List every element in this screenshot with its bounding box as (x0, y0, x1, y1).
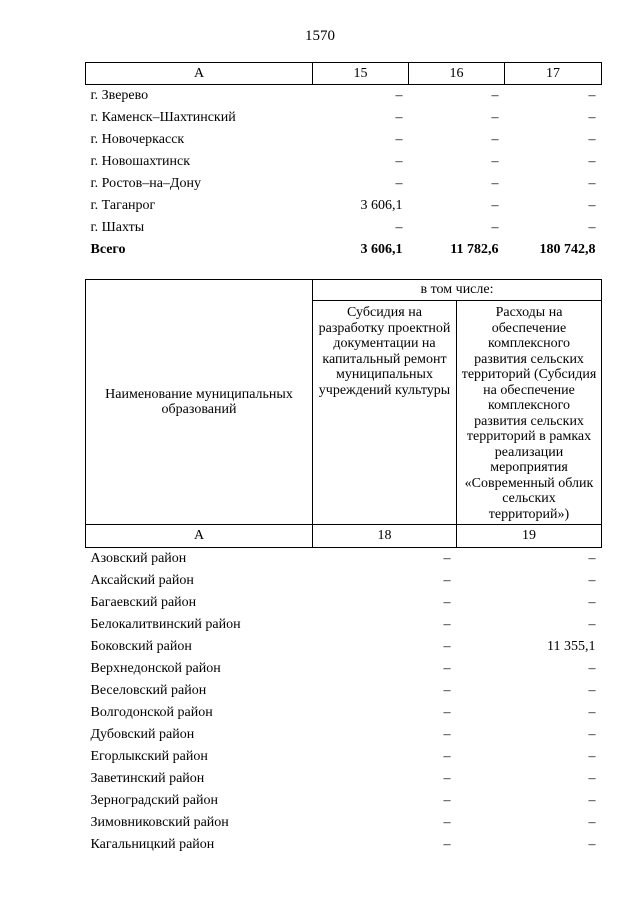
row-value-18: – (443, 815, 451, 830)
row-name: Веселовский район (90, 683, 207, 698)
row-value-17: – (588, 88, 596, 103)
row-value-19: – (588, 683, 596, 698)
table-row (86, 790, 602, 812)
row-name: г. Новочеркасск (90, 132, 185, 147)
col18-header: Субсидия на разработку проектной документации на капитальный ремонт муниципальных учреждений культуры (313, 301, 457, 525)
row-value-19: – (588, 749, 596, 764)
row-value-15: – (395, 176, 403, 191)
row-value-18: – (443, 771, 451, 786)
row-name: Егорлыкский район (90, 749, 208, 764)
table-row (86, 195, 602, 217)
municipality-name-header: Наименование муниципальных образований (86, 280, 313, 525)
row-value-19: – (588, 573, 596, 588)
table1-header-a: А (86, 63, 313, 85)
table-row (86, 107, 602, 129)
total-label: Всего (90, 242, 126, 257)
row-value-16: – (491, 154, 499, 169)
page-number: 1570 (305, 28, 335, 44)
row-value-17: – (588, 110, 596, 125)
row-name: Аксайский район (90, 573, 194, 588)
row-value-18: – (443, 683, 451, 698)
row-value-16: – (491, 110, 499, 125)
row-value-19: – (588, 727, 596, 742)
row-value-17: – (588, 198, 596, 213)
row-value-19: – (588, 617, 596, 632)
row-value-16: – (491, 88, 499, 103)
row-value-18: – (443, 727, 451, 742)
table-row (86, 570, 602, 592)
row-value-15: – (395, 110, 403, 125)
table-row (86, 548, 602, 571)
row-value-19: – (588, 705, 596, 720)
row-value-19: – (588, 837, 596, 852)
table2-header-row-1 (86, 280, 602, 301)
row-value-17: – (588, 220, 596, 235)
table1-total-row (86, 239, 602, 261)
row-name: Белокалитвинский район (90, 617, 241, 632)
row-name: Зимовниковский район (90, 815, 229, 830)
row-name: Зерноградский район (90, 793, 218, 808)
row-value-19: – (588, 661, 596, 676)
row-value-18: – (443, 749, 451, 764)
row-name: Заветинский район (90, 771, 205, 786)
row-value-15: – (395, 220, 403, 235)
row-value-15: – (395, 154, 403, 169)
row-value-15: 3 606,1 (360, 198, 403, 213)
row-value-16: – (491, 220, 499, 235)
row-name: Верхнедонской район (90, 661, 221, 676)
row-value-16: – (491, 132, 499, 147)
table-row (86, 834, 602, 856)
row-name: Волгодонской район (90, 705, 213, 720)
row-value-17: – (588, 176, 596, 191)
table-row (86, 129, 602, 151)
table-row (86, 592, 602, 614)
budget-table-cols-15-17 (85, 62, 602, 261)
row-name: г. Ростов–на–Дону (90, 176, 201, 191)
table-row (86, 724, 602, 746)
row-value-19: – (588, 793, 596, 808)
row-value-19: – (588, 595, 596, 610)
row-value-18: – (443, 837, 451, 852)
total-17: 180 742,8 (539, 242, 596, 257)
row-value-18: – (443, 661, 451, 676)
table1-header-17: 17 (505, 63, 602, 85)
table-row (86, 217, 602, 239)
row-name: г. Каменск–Шахтинский (90, 110, 236, 125)
table1-header-16: 16 (409, 63, 505, 85)
table-row (86, 702, 602, 724)
row-value-18: – (443, 573, 451, 588)
table-row (86, 636, 602, 658)
table-row (86, 812, 602, 834)
table-row (86, 614, 602, 636)
budget-table-cols-18-19 (85, 279, 602, 856)
row-name: г. Шахты (90, 220, 145, 235)
row-value-19: – (588, 551, 596, 566)
row-value-19: – (588, 815, 596, 830)
row-value-17: – (588, 154, 596, 169)
table2-col-labels (86, 525, 602, 548)
table1-header-15: 15 (313, 63, 409, 85)
row-value-16: – (491, 176, 499, 191)
table-row (86, 85, 602, 108)
col-label-a: А (86, 525, 313, 548)
row-value-17: – (588, 132, 596, 147)
col-label-19: 19 (457, 525, 602, 548)
table-row (86, 173, 602, 195)
row-name: Азовский район (90, 551, 187, 566)
table-row (86, 680, 602, 702)
row-value-19: 11 355,1 (547, 639, 596, 654)
row-name: г. Зверево (90, 88, 149, 103)
col19-header: Расходы на обеспечение комплексного развития сельских территорий (Субсидия на обеспечение комплексного развития сельских территорий в рамках реализации мероприятия «Современный облик сельских территорий») (457, 301, 602, 525)
row-name: г. Новошахтинск (90, 154, 191, 169)
row-value-16: – (491, 198, 499, 213)
table-row (86, 768, 602, 790)
row-value-18: – (443, 617, 451, 632)
table-row (86, 151, 602, 173)
row-name: Кагальницкий район (90, 837, 215, 852)
row-value-15: – (395, 132, 403, 147)
total-16: 11 782,6 (450, 242, 499, 257)
row-value-18: – (443, 551, 451, 566)
col-label-18: 18 (313, 525, 457, 548)
including-header: в том числе: (313, 280, 602, 301)
row-name: Боковский район (90, 639, 192, 654)
row-value-18: – (443, 639, 451, 654)
table1-header-row (86, 63, 602, 85)
row-value-15: – (395, 88, 403, 103)
row-value-18: – (443, 705, 451, 720)
row-value-19: – (588, 771, 596, 786)
table-row (86, 658, 602, 680)
row-name: Багаевский район (90, 595, 197, 610)
total-15: 3 606,1 (360, 242, 403, 257)
row-value-18: – (443, 793, 451, 808)
row-value-18: – (443, 595, 451, 610)
row-name: г. Таганрог (90, 198, 156, 213)
row-name: Дубовский район (90, 727, 195, 742)
table-row (86, 746, 602, 768)
